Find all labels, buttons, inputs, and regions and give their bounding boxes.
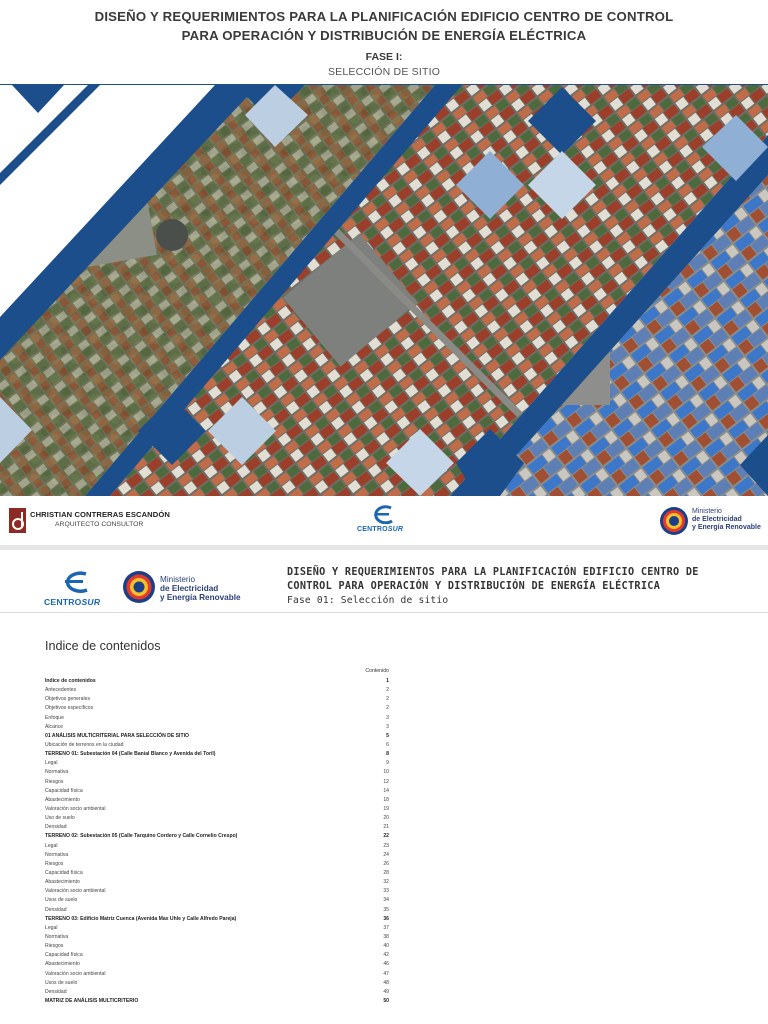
- toc-entry-label: Valoración socio ambiental: [45, 888, 106, 895]
- toc-entry-label: 01 ANÁLISIS MULTICRITERIAL PARA SELECCIÓN DE SITIO: [45, 732, 189, 739]
- toc-entry-page: 10: [383, 769, 389, 776]
- author-name: CHRISTIAN CONTRERAS ESCANDÓN: [30, 510, 170, 519]
- toc-entry[interactable]: [45, 933, 389, 942]
- ministry-line-3: y Energía Renovable: [160, 593, 241, 603]
- centrosur-text: CENTRO: [44, 597, 82, 607]
- toc-entry-page: 6: [386, 741, 389, 748]
- document-subtitle: Fase 01: Selección de sitio: [287, 595, 449, 606]
- centrosur-text-sur: SUR: [387, 526, 404, 533]
- toc-entry-page: 2: [386, 705, 389, 712]
- toc-entry-label: Objetivos específicos: [45, 705, 94, 712]
- toc-entry[interactable]: [45, 778, 389, 787]
- toc-column-header: Contenido: [365, 668, 389, 674]
- toc-entry-label: Densidad: [45, 906, 67, 913]
- toc-entry-page: 47: [383, 970, 389, 977]
- toc-entry-label: Usos de suelo: [45, 897, 78, 904]
- architect-logo-icon: [9, 508, 26, 533]
- toc-entry-label: Densidad: [45, 988, 67, 995]
- toc-entry-page: 9: [386, 760, 389, 767]
- author-role: ARQUITECTO CONSULTOR: [55, 521, 144, 528]
- toc-entry-page: 50: [383, 997, 389, 1004]
- toc-entry-page: 1: [386, 678, 389, 684]
- toc-entry-label: Normativa: [45, 933, 69, 940]
- toc-entry-page: 21: [383, 824, 389, 831]
- ministry-line-1: Ministerio: [160, 575, 196, 584]
- toc-entry-label: TERRENO 03: Edificio Matriz Cuenca (Avenida Max Uhle y Calle Alfredo Pareja): [45, 915, 237, 922]
- header-centrosur-logo: [42, 571, 114, 609]
- toc-entry-page: 8: [386, 751, 389, 758]
- centrosur-text-sur: SUR: [81, 597, 101, 607]
- ministry-logo: [659, 506, 764, 538]
- toc-entry[interactable]: [45, 796, 389, 805]
- toc-entry-label: Abastecimiento: [45, 796, 80, 803]
- toc-entry-page: 2: [386, 687, 389, 694]
- toc-entry-label: Capacidad física: [45, 952, 83, 959]
- document-title-line-2: CONTROL PARA OPERACIÓN Y DISTRIBUCIÓN DE ENERGÍA ELÉCTRICA: [287, 581, 661, 592]
- toc-entry[interactable]: [45, 787, 389, 796]
- cover-phase: FASE I:: [365, 51, 403, 63]
- toc-entry-label: Riesgos: [45, 943, 64, 950]
- toc-entry-label: Legal: [45, 842, 58, 849]
- toc-entry-label: Densidad: [45, 824, 67, 831]
- toc-entry[interactable]: [45, 924, 389, 933]
- toc-entry[interactable]: [45, 896, 389, 905]
- toc-entry-page: 35: [383, 906, 389, 913]
- toc-entry[interactable]: [45, 960, 389, 969]
- toc-entry[interactable]: [45, 997, 389, 1006]
- ministry-line-1: Ministerio: [692, 508, 722, 515]
- toc-entry[interactable]: [45, 768, 389, 777]
- ministry-line-2: de Electricidad: [160, 584, 219, 594]
- toc-entry-label: Riesgos: [45, 778, 64, 785]
- cover-phase-subtitle: SELECCIÓN DE SITIO: [327, 66, 441, 78]
- toc-entry-page: 20: [383, 815, 389, 822]
- toc-entry-label: Indice de contenidos: [45, 678, 96, 684]
- header-ministry-logo: [122, 570, 244, 608]
- toc-entry-page: 22: [383, 833, 389, 840]
- centrosur-text: CENTRO: [357, 526, 388, 533]
- toc-entry[interactable]: [45, 951, 389, 960]
- contents-page: [0, 550, 768, 1024]
- toc-entry-page: 36: [383, 915, 389, 922]
- centrosur-emblem-icon: [369, 505, 397, 524]
- toc-entry-page: 26: [383, 860, 389, 867]
- toc-entry[interactable]: [45, 887, 389, 896]
- toc-entry-page: 49: [383, 988, 389, 995]
- toc-title: Indice de contenidos: [45, 639, 161, 653]
- toc-entry[interactable]: [45, 906, 389, 915]
- header-divider: [0, 612, 768, 613]
- toc-entry[interactable]: [45, 979, 389, 988]
- toc-entry-page: 46: [383, 961, 389, 968]
- toc-entry-page: 3: [386, 714, 389, 721]
- toc-entry[interactable]: [45, 759, 389, 768]
- toc-entry[interactable]: [45, 714, 389, 723]
- toc-entry-label: Antecedentes: [45, 687, 77, 694]
- toc-entry-label: Valoración socio ambiental: [45, 970, 106, 977]
- toc-entry-label: Legal: [45, 760, 58, 767]
- toc-entry-label: Usos de suelo: [45, 979, 78, 986]
- toc-entry[interactable]: [45, 805, 389, 814]
- toc-entry-label: TERRENO 02: Subestación 05 (Calle Tarquino Cordero y Calle Cornelio Crespo): [45, 833, 238, 840]
- toc-entry[interactable]: [45, 878, 389, 887]
- toc-entry-label: Riesgos: [45, 860, 64, 867]
- toc-entry-label: Alcance: [45, 723, 64, 730]
- toc-entry-page: 24: [383, 851, 389, 858]
- toc-entry-label: Normativa: [45, 851, 69, 858]
- ministry-line-3: y Energía Renovable: [692, 524, 761, 531]
- toc-entry-page: 33: [383, 888, 389, 895]
- toc-entry[interactable]: [45, 915, 389, 924]
- toc-entry[interactable]: [45, 723, 389, 732]
- toc-entry-page: 38: [383, 933, 389, 940]
- aerial-photo: [0, 85, 768, 496]
- toc-entry[interactable]: [45, 814, 389, 823]
- toc-entry-page: 34: [383, 897, 389, 904]
- toc-entry-page: 40: [383, 943, 389, 950]
- toc-entry-page: 12: [383, 778, 389, 785]
- toc-entry-page: 2: [386, 696, 389, 703]
- toc-entry-page: 28: [383, 869, 389, 876]
- toc-entry[interactable]: [45, 750, 389, 759]
- centrosur-emblem-icon: [58, 571, 94, 593]
- toc-entry-label: Capacidad física: [45, 787, 83, 794]
- toc-entry[interactable]: [45, 851, 389, 860]
- toc-entry-label: Legal: [45, 924, 58, 931]
- toc-entry-page: 42: [383, 952, 389, 959]
- toc-entry[interactable]: [45, 686, 389, 695]
- toc-entry-label: MATRIZ DE ANÁLISIS MULTICRITERIO: [45, 997, 139, 1004]
- toc-entry[interactable]: [45, 860, 389, 869]
- toc-entry[interactable]: [45, 988, 389, 997]
- ministry-line-2: de Electricidad: [692, 516, 742, 523]
- toc-entry-label: Ubicación de terrenos en la ciudad: [45, 741, 124, 748]
- centrosur-logo: [357, 505, 413, 537]
- toc-entry-page: 14: [383, 787, 389, 794]
- toc-entry-label: Valoración socio ambiental: [45, 805, 106, 812]
- toc-entry-page: 5: [386, 732, 389, 739]
- ministry-emblem-icon: [659, 506, 689, 536]
- toc-entry[interactable]: [45, 741, 389, 750]
- cover-title-line-1: DISEÑO Y REQUERIMIENTOS PARA LA PLANIFICACIÓN EDIFICIO CENTRO DE CONTROL: [94, 9, 674, 24]
- toc-entry[interactable]: [45, 695, 389, 704]
- toc-entry-label: TERRENO 01: Subestación 04 (Calle Banial Blanco y Avenida del Toril): [45, 751, 216, 758]
- toc-entry[interactable]: [45, 869, 389, 878]
- toc-list: [45, 677, 389, 1006]
- toc-entry-page: 37: [383, 924, 389, 931]
- document-title-line-1: DISEÑO Y REQUERIMIENTOS PARA LA PLANIFICACIÓN EDIFICIO CENTRO DE: [287, 567, 699, 578]
- toc-entry-page: 3: [386, 723, 389, 730]
- toc-entry-label: Enfoque: [45, 714, 64, 721]
- toc-entry[interactable]: [45, 677, 389, 686]
- toc-entry[interactable]: [45, 704, 389, 713]
- toc-entry-label: Capacidad física: [45, 869, 83, 876]
- toc-entry-label: Objetivos generales: [45, 696, 91, 703]
- toc-entry-label: Normativa: [45, 769, 69, 776]
- toc-entry-label: Uso de suelo: [45, 815, 75, 822]
- ministry-emblem-icon: [122, 570, 156, 604]
- toc-entry[interactable]: [45, 942, 389, 951]
- toc-entry-page: 32: [383, 879, 389, 886]
- toc-entry[interactable]: [45, 732, 389, 741]
- toc-entry[interactable]: [45, 823, 389, 832]
- toc-entry[interactable]: [45, 842, 389, 851]
- toc-entry-page: 48: [383, 979, 389, 986]
- toc-entry-label: Abastecimiento: [45, 879, 80, 886]
- toc-entry[interactable]: [45, 970, 389, 979]
- toc-entry-page: 18: [383, 796, 389, 803]
- cover-title-line-2: PARA OPERACIÓN Y DISTRIBUCIÓN DE ENERGÍA ELÉCTRICA: [181, 28, 587, 43]
- toc-entry-label: Abastecimiento: [45, 961, 80, 968]
- toc-entry[interactable]: [45, 832, 389, 841]
- toc-entry-page: 23: [383, 842, 389, 849]
- toc-entry-page: 19: [383, 805, 389, 812]
